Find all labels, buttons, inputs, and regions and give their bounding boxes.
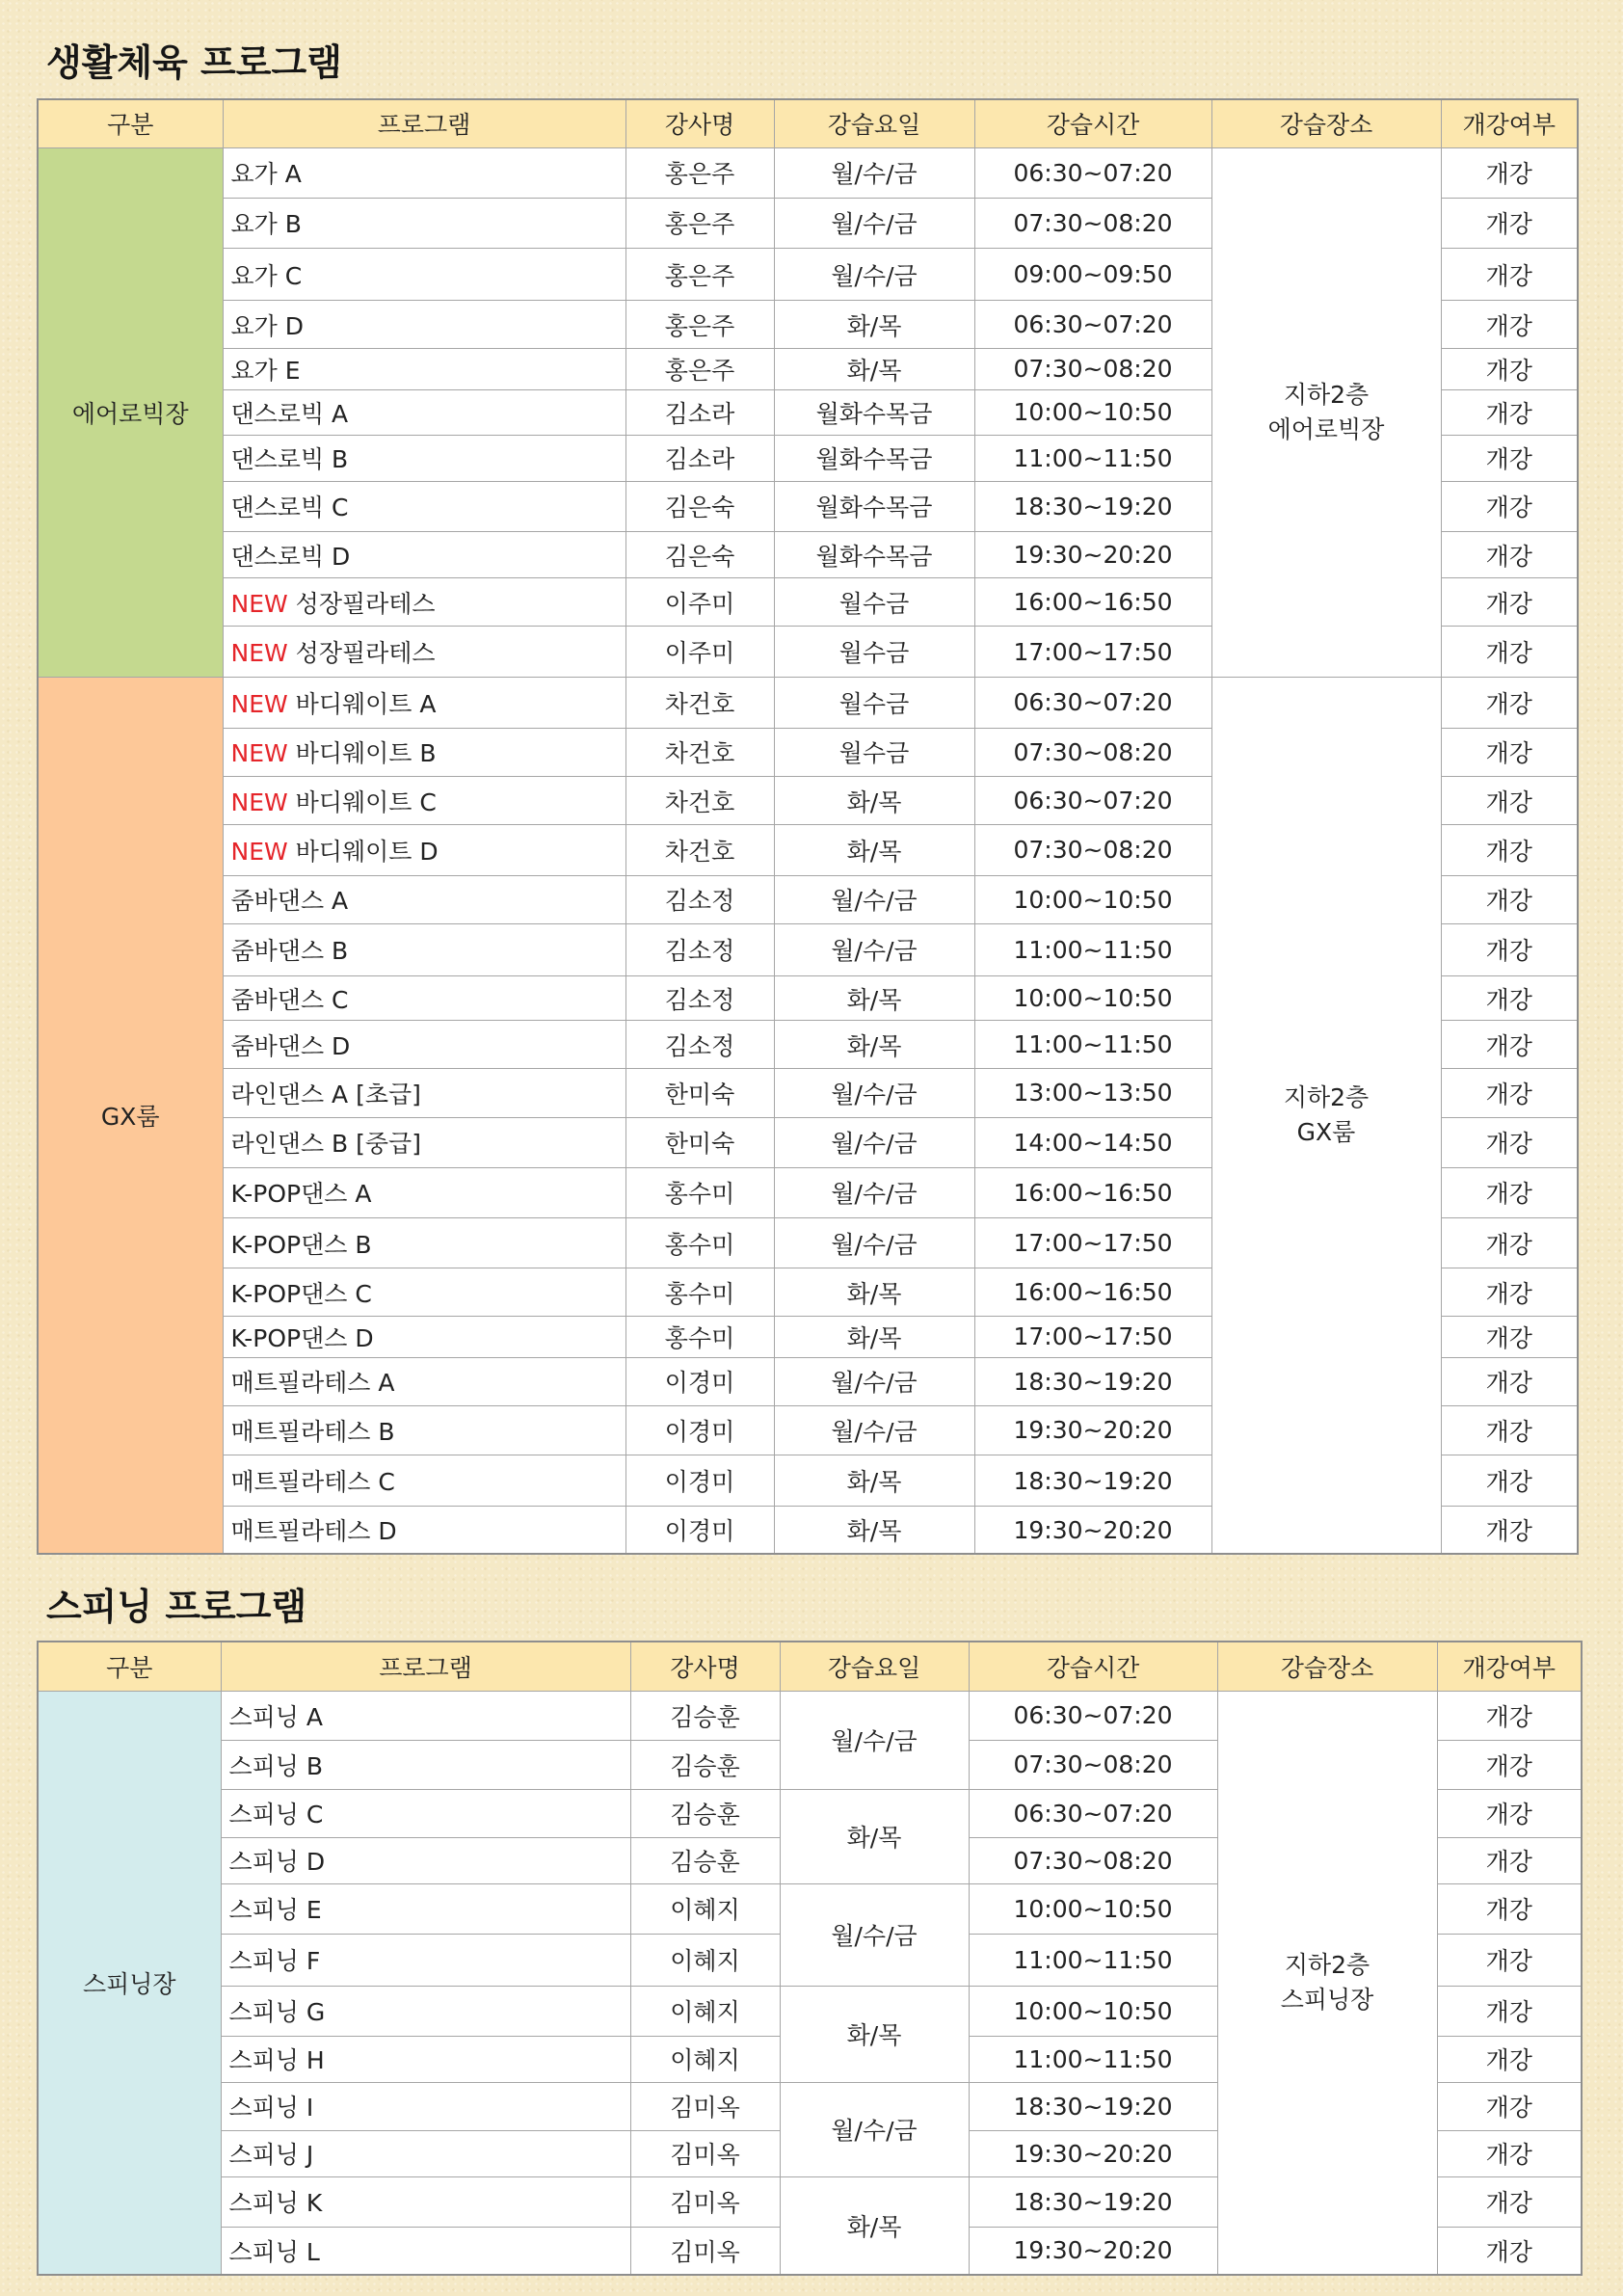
instructor-cell: 김승훈 xyxy=(630,1740,780,1789)
program-name: 줌바댄스 A xyxy=(230,887,349,916)
program-cell xyxy=(223,728,625,776)
category-cell: GX룸 xyxy=(38,677,223,1554)
days-cell: 월화수목금 xyxy=(774,435,974,481)
table-header-row xyxy=(38,99,1578,147)
status-cell: 개강 xyxy=(1437,2130,1582,2176)
location-cell xyxy=(1217,1691,1437,2275)
program-name: 스피닝 E xyxy=(228,1896,322,1924)
status-cell: 개강 xyxy=(1441,975,1578,1020)
program-name: 스피닝 L xyxy=(228,2237,320,2266)
header-time: 강습시간 xyxy=(974,99,1211,147)
program-name: 요가 C xyxy=(230,261,303,290)
status-cell: 개강 xyxy=(1441,777,1578,825)
program-name: 스피닝 A xyxy=(228,1702,323,1731)
days-cell: 월/수/금 xyxy=(774,875,974,923)
program-cell xyxy=(223,777,625,825)
instructor-cell: 김승훈 xyxy=(630,1691,780,1740)
program-name: 스피닝 D xyxy=(228,1848,326,1876)
status-cell: 개강 xyxy=(1441,1507,1578,1554)
days-cell: 월수금 xyxy=(774,627,974,677)
program-cell xyxy=(221,1883,630,1934)
table-row xyxy=(38,1691,1582,1740)
time-cell: 19:30~20:20 xyxy=(969,2227,1217,2275)
days-cell: 화/목 xyxy=(774,1268,974,1317)
status-cell: 개강 xyxy=(1437,2036,1582,2082)
time-cell: 17:00~17:50 xyxy=(974,1317,1211,1357)
program-cell xyxy=(221,2227,630,2275)
time-cell: 11:00~11:50 xyxy=(969,2036,1217,2082)
time-cell: 14:00~14:50 xyxy=(974,1117,1211,1167)
program-name: 줌바댄스 B xyxy=(230,937,349,966)
spinning-program-table xyxy=(37,1641,1583,2276)
program-cell xyxy=(221,1986,630,2036)
time-cell: 10:00~10:50 xyxy=(974,875,1211,923)
instructor-cell: 홍은주 xyxy=(625,301,774,349)
days-cell: 화/목 xyxy=(774,1455,974,1506)
program-cell xyxy=(221,1691,630,1740)
days-cell: 화/목 xyxy=(774,777,974,825)
instructor-cell: 이혜지 xyxy=(630,1883,780,1934)
program-name: 매트필라테스 D xyxy=(230,1517,397,1546)
location-cell xyxy=(1211,677,1441,1554)
program-cell xyxy=(223,1357,625,1405)
days-cell: 화/목 xyxy=(774,975,974,1020)
status-cell: 개강 xyxy=(1437,1837,1582,1883)
program-name: 라인댄스 B [중급] xyxy=(230,1130,421,1159)
location-line: 지하2층 xyxy=(1283,380,1370,409)
time-cell: 18:30~19:20 xyxy=(974,481,1211,531)
new-badge: NEW xyxy=(230,788,288,816)
program-name: 바디웨이트 D xyxy=(295,837,439,866)
program-cell xyxy=(223,825,625,875)
instructor-cell: 이경미 xyxy=(625,1507,774,1554)
program-name: 스피닝 K xyxy=(228,2189,323,2217)
status-cell: 개강 xyxy=(1441,481,1578,531)
program-cell xyxy=(223,627,625,677)
program-name: 댄스로빅 D xyxy=(230,542,351,571)
program-cell xyxy=(223,1455,625,1506)
status-cell: 개강 xyxy=(1441,389,1578,435)
status-cell: 개강 xyxy=(1441,578,1578,627)
days-cell: 월/수/금 xyxy=(774,1069,974,1117)
program-cell xyxy=(221,1789,630,1837)
time-cell: 19:30~20:20 xyxy=(969,2130,1217,2176)
program-cell xyxy=(223,923,625,975)
time-cell: 07:30~08:20 xyxy=(969,1740,1217,1789)
instructor-cell: 홍수미 xyxy=(625,1167,774,1217)
program-name: 스피닝 I xyxy=(228,2094,314,2122)
header-status: 개강여부 xyxy=(1437,1642,1582,1691)
location-line: GX룸 xyxy=(1296,1117,1356,1146)
program-name: 성장필라테스 xyxy=(295,589,436,618)
status-cell: 개강 xyxy=(1441,728,1578,776)
program-cell xyxy=(221,1837,630,1883)
program-name: 매트필라테스 B xyxy=(230,1417,395,1446)
status-cell: 개강 xyxy=(1437,1789,1582,1837)
header-time: 강습시간 xyxy=(969,1642,1217,1691)
instructor-cell: 홍수미 xyxy=(625,1268,774,1317)
location-line: 지하2층 xyxy=(1283,1082,1370,1111)
table-header-row xyxy=(38,1642,1582,1691)
program-name: K-POP댄스 D xyxy=(230,1323,374,1352)
time-cell: 07:30~08:20 xyxy=(969,1837,1217,1883)
status-cell: 개강 xyxy=(1441,923,1578,975)
program-cell xyxy=(223,1507,625,1554)
time-cell: 06:30~07:20 xyxy=(974,301,1211,349)
program-cell xyxy=(223,677,625,728)
table-row xyxy=(38,147,1578,198)
time-cell: 10:00~10:50 xyxy=(969,1883,1217,1934)
status-cell: 개강 xyxy=(1441,198,1578,248)
time-cell: 10:00~10:50 xyxy=(974,389,1211,435)
time-cell: 19:30~20:20 xyxy=(974,1507,1211,1554)
status-cell: 개강 xyxy=(1441,1069,1578,1117)
instructor-cell: 이주미 xyxy=(625,627,774,677)
instructor-cell: 홍은주 xyxy=(625,349,774,389)
program-name: 요가 D xyxy=(230,311,304,340)
status-cell: 개강 xyxy=(1441,825,1578,875)
time-cell: 09:00~09:50 xyxy=(974,248,1211,300)
instructor-cell: 이혜지 xyxy=(630,2036,780,2082)
program-cell xyxy=(223,578,625,627)
status-cell: 개강 xyxy=(1441,875,1578,923)
days-cell: 월/수/금 xyxy=(774,248,974,300)
days-cell: 월/수/금 xyxy=(774,1217,974,1268)
status-cell: 개강 xyxy=(1441,1405,1578,1455)
program-name: 줌바댄스 C xyxy=(230,985,349,1014)
days-cell: 월수금 xyxy=(774,728,974,776)
status-cell: 개강 xyxy=(1437,1986,1582,2036)
program-name: 스피닝 F xyxy=(228,1947,321,1975)
instructor-cell: 김소정 xyxy=(625,923,774,975)
time-cell: 19:30~20:20 xyxy=(974,1405,1211,1455)
program-name: 댄스로빅 C xyxy=(230,494,349,522)
time-cell: 11:00~11:50 xyxy=(974,1021,1211,1069)
status-cell: 개강 xyxy=(1441,301,1578,349)
days-cell: 월/수/금 xyxy=(774,1405,974,1455)
time-cell: 16:00~16:50 xyxy=(974,578,1211,627)
program-cell xyxy=(223,1021,625,1069)
instructor-cell: 김승훈 xyxy=(630,1837,780,1883)
program-name: 스피닝 B xyxy=(228,1751,324,1780)
program-cell xyxy=(221,1934,630,1986)
header-instructor: 강사명 xyxy=(630,1642,780,1691)
location-line: 스피닝장 xyxy=(1280,1985,1374,2014)
program-cell xyxy=(223,301,625,349)
location-line: 에어로빅장 xyxy=(1267,414,1385,443)
program-cell xyxy=(223,1069,625,1117)
days-cell: 화/목 xyxy=(774,825,974,875)
instructor-cell: 김미옥 xyxy=(630,2082,780,2130)
program-name: 바디웨이트 A xyxy=(295,689,437,718)
status-cell: 개강 xyxy=(1437,2176,1582,2227)
days-cell: 화/목 xyxy=(780,1986,969,2082)
new-badge: NEW xyxy=(230,837,288,866)
section-title-sports: 생활체육 프로그램 xyxy=(46,41,342,84)
header-category: 구분 xyxy=(38,99,223,147)
program-cell xyxy=(223,975,625,1020)
program-cell xyxy=(221,1740,630,1789)
time-cell: 11:00~11:50 xyxy=(974,923,1211,975)
time-cell: 06:30~07:20 xyxy=(974,677,1211,728)
status-cell: 개강 xyxy=(1441,677,1578,728)
days-cell: 월/수/금 xyxy=(774,923,974,975)
program-name: 스피닝 J xyxy=(228,2141,314,2169)
program-cell xyxy=(223,147,625,198)
header-days: 강습요일 xyxy=(780,1642,969,1691)
program-name: 매트필라테스 C xyxy=(230,1468,395,1497)
program-name: K-POP댄스 C xyxy=(230,1279,372,1308)
header-instructor: 강사명 xyxy=(625,99,774,147)
program-name: 요가 B xyxy=(230,210,302,239)
header-location: 강습장소 xyxy=(1217,1642,1437,1691)
status-cell: 개강 xyxy=(1441,435,1578,481)
program-cell xyxy=(223,435,625,481)
time-cell: 07:30~08:20 xyxy=(974,198,1211,248)
status-cell: 개강 xyxy=(1441,1217,1578,1268)
instructor-cell: 김승훈 xyxy=(630,1789,780,1837)
program-cell xyxy=(223,1117,625,1167)
days-cell: 월/수/금 xyxy=(774,198,974,248)
days-cell: 월/수/금 xyxy=(774,1357,974,1405)
program-name: K-POP댄스 B xyxy=(230,1230,372,1259)
program-cell xyxy=(221,2036,630,2082)
program-cell xyxy=(223,389,625,435)
instructor-cell: 이경미 xyxy=(625,1455,774,1506)
time-cell: 07:30~08:20 xyxy=(974,349,1211,389)
status-cell: 개강 xyxy=(1441,1021,1578,1069)
status-cell: 개강 xyxy=(1441,1357,1578,1405)
status-cell: 개강 xyxy=(1437,1740,1582,1789)
days-cell: 월/수/금 xyxy=(774,1167,974,1217)
status-cell: 개강 xyxy=(1437,2082,1582,2130)
instructor-cell: 김소정 xyxy=(625,1021,774,1069)
sports-program-table xyxy=(37,98,1579,1555)
days-cell: 월화수목금 xyxy=(774,389,974,435)
category-cell: 에어로빅장 xyxy=(38,147,223,677)
status-cell: 개강 xyxy=(1437,2227,1582,2275)
program-cell xyxy=(223,1317,625,1357)
program-name: 요가 A xyxy=(230,160,302,189)
instructor-cell: 김은숙 xyxy=(625,532,774,578)
time-cell: 10:00~10:50 xyxy=(974,975,1211,1020)
instructor-cell: 김소라 xyxy=(625,389,774,435)
days-cell: 화/목 xyxy=(774,349,974,389)
program-cell xyxy=(223,1405,625,1455)
instructor-cell: 김미옥 xyxy=(630,2176,780,2227)
instructor-cell: 김소라 xyxy=(625,435,774,481)
instructor-cell: 홍은주 xyxy=(625,248,774,300)
instructor-cell: 김은숙 xyxy=(625,481,774,531)
program-cell xyxy=(221,2082,630,2130)
status-cell: 개강 xyxy=(1437,1934,1582,1986)
new-badge: NEW xyxy=(230,639,288,668)
instructor-cell: 한미숙 xyxy=(625,1117,774,1167)
header-program: 프로그램 xyxy=(223,99,625,147)
time-cell: 19:30~20:20 xyxy=(974,532,1211,578)
new-badge: NEW xyxy=(230,689,288,718)
program-cell xyxy=(223,532,625,578)
time-cell: 07:30~08:20 xyxy=(974,728,1211,776)
instructor-cell: 차건호 xyxy=(625,825,774,875)
program-cell xyxy=(223,481,625,531)
instructor-cell: 이혜지 xyxy=(630,1934,780,1986)
program-name: 라인댄스 A [초급] xyxy=(230,1080,421,1108)
program-name: 댄스로빅 A xyxy=(230,399,349,428)
days-cell: 월수금 xyxy=(774,578,974,627)
days-cell: 월/수/금 xyxy=(780,2082,969,2176)
days-cell: 월화수목금 xyxy=(774,532,974,578)
time-cell: 18:30~19:20 xyxy=(974,1357,1211,1405)
instructor-cell: 이주미 xyxy=(625,578,774,627)
time-cell: 18:30~19:20 xyxy=(969,2082,1217,2130)
time-cell: 16:00~16:50 xyxy=(974,1167,1211,1217)
program-cell xyxy=(223,1167,625,1217)
time-cell: 07:30~08:20 xyxy=(974,825,1211,875)
time-cell: 11:00~11:50 xyxy=(969,1934,1217,1986)
program-name: 스피닝 C xyxy=(228,1801,324,1829)
time-cell: 11:00~11:50 xyxy=(974,435,1211,481)
program-name: 요가 E xyxy=(230,356,301,385)
status-cell: 개강 xyxy=(1441,147,1578,198)
program-cell xyxy=(223,1217,625,1268)
instructor-cell: 홍은주 xyxy=(625,198,774,248)
category-cell: 스피닝장 xyxy=(38,1691,221,2275)
instructor-cell: 한미숙 xyxy=(625,1069,774,1117)
program-name: 스피닝 G xyxy=(228,1998,326,2026)
instructor-cell: 차건호 xyxy=(625,777,774,825)
time-cell: 18:30~19:20 xyxy=(969,2176,1217,2227)
days-cell: 월화수목금 xyxy=(774,481,974,531)
header-category: 구분 xyxy=(38,1642,221,1691)
program-name: 바디웨이트 C xyxy=(295,788,437,816)
days-cell: 화/목 xyxy=(780,1789,969,1883)
program-cell xyxy=(223,349,625,389)
program-cell xyxy=(221,2176,630,2227)
time-cell: 10:00~10:50 xyxy=(969,1986,1217,2036)
section-title-spinning: 스피닝 프로그램 xyxy=(46,1586,307,1628)
time-cell: 18:30~19:20 xyxy=(974,1455,1211,1506)
status-cell: 개강 xyxy=(1441,1117,1578,1167)
status-cell: 개강 xyxy=(1441,1455,1578,1506)
instructor-cell: 홍수미 xyxy=(625,1317,774,1357)
instructor-cell: 차건호 xyxy=(625,728,774,776)
status-cell: 개강 xyxy=(1441,532,1578,578)
instructor-cell: 김미옥 xyxy=(630,2130,780,2176)
location-line: 지하2층 xyxy=(1284,1950,1370,1979)
program-cell xyxy=(221,2130,630,2176)
location-cell xyxy=(1211,147,1441,677)
status-cell: 개강 xyxy=(1441,1317,1578,1357)
header-program: 프로그램 xyxy=(221,1642,630,1691)
header-location: 강습장소 xyxy=(1211,99,1441,147)
days-cell: 월/수/금 xyxy=(780,1691,969,1789)
program-name: 댄스로빅 B xyxy=(230,445,349,474)
program-cell xyxy=(223,875,625,923)
instructor-cell: 이혜지 xyxy=(630,1986,780,2036)
new-badge: NEW xyxy=(230,739,288,768)
instructor-cell: 차건호 xyxy=(625,677,774,728)
instructor-cell: 김미옥 xyxy=(630,2227,780,2275)
new-badge: NEW xyxy=(230,589,288,618)
program-name: K-POP댄스 A xyxy=(230,1180,372,1209)
status-cell: 개강 xyxy=(1441,627,1578,677)
days-cell: 화/목 xyxy=(774,1507,974,1554)
time-cell: 16:00~16:50 xyxy=(974,1268,1211,1317)
time-cell: 06:30~07:20 xyxy=(969,1789,1217,1837)
days-cell: 월/수/금 xyxy=(774,1117,974,1167)
instructor-cell: 이경미 xyxy=(625,1357,774,1405)
program-name: 스피닝 H xyxy=(228,2046,325,2074)
time-cell: 06:30~07:20 xyxy=(969,1691,1217,1740)
time-cell: 06:30~07:20 xyxy=(974,147,1211,198)
program-name: 매트필라테스 A xyxy=(230,1369,395,1398)
time-cell: 17:00~17:50 xyxy=(974,1217,1211,1268)
header-status: 개강여부 xyxy=(1441,99,1578,147)
time-cell: 17:00~17:50 xyxy=(974,627,1211,677)
table-row xyxy=(38,677,1578,728)
status-cell: 개강 xyxy=(1437,1691,1582,1740)
program-cell xyxy=(223,1268,625,1317)
header-days: 강습요일 xyxy=(774,99,974,147)
days-cell: 화/목 xyxy=(774,1317,974,1357)
days-cell: 월수금 xyxy=(774,677,974,728)
days-cell: 화/목 xyxy=(774,301,974,349)
status-cell: 개강 xyxy=(1441,1167,1578,1217)
program-name: 바디웨이트 B xyxy=(295,739,437,768)
instructor-cell: 이경미 xyxy=(625,1405,774,1455)
days-cell: 화/목 xyxy=(780,2176,969,2275)
program-name: 성장필라테스 xyxy=(295,639,436,668)
days-cell: 월/수/금 xyxy=(780,1883,969,1986)
days-cell: 화/목 xyxy=(774,1021,974,1069)
program-cell xyxy=(223,248,625,300)
status-cell: 개강 xyxy=(1441,1268,1578,1317)
instructor-cell: 김소정 xyxy=(625,875,774,923)
status-cell: 개강 xyxy=(1441,248,1578,300)
status-cell: 개강 xyxy=(1437,1883,1582,1934)
instructor-cell: 홍은주 xyxy=(625,147,774,198)
program-name: 줌바댄스 D xyxy=(230,1031,351,1060)
time-cell: 06:30~07:20 xyxy=(974,777,1211,825)
time-cell: 13:00~13:50 xyxy=(974,1069,1211,1117)
instructor-cell: 홍수미 xyxy=(625,1217,774,1268)
program-cell xyxy=(223,198,625,248)
days-cell: 월/수/금 xyxy=(774,147,974,198)
status-cell: 개강 xyxy=(1441,349,1578,389)
instructor-cell: 김소정 xyxy=(625,975,774,1020)
